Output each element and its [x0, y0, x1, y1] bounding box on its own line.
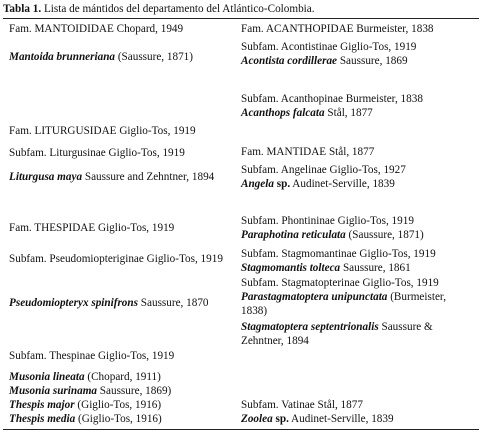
subfamily-stagmatopterinae: Subfam. Stagmatopterinae Giglio-Tos, 1919 — [241, 277, 439, 289]
species-thespis-media: Thespis media (Giglio-Tos, 1916) — [9, 413, 162, 425]
bottom-rule — [3, 429, 479, 430]
subfamily-thespinae: Subfam. Thespinae Giglio-Tos, 1919 — [9, 350, 175, 362]
subfamily-stagmomantinae: Subfam. Stagmomantinae Giglio-Tos, 1919 — [241, 248, 436, 260]
species-paraphotina-reticulata: Paraphotina reticulata (Saussure, 1871) — [241, 229, 424, 241]
species-musonia-lineata: Musonia lineata (Chopard, 1911) — [9, 371, 161, 383]
subfamily-pseudomiopteriginae: Subfam. Pseudomiopteriginae Giglio-Tos, 1919 — [9, 253, 223, 265]
family-mantoididae: Fam. MANTOIDIDAE Chopard, 1949 — [9, 23, 184, 35]
subfamily-acanthopinae: Subfam. Acanthopinae Burmeister, 1838 — [241, 93, 423, 105]
species-stagmatoptera-septentrionalis: Stagmatoptera septentrionalis Saussure & — [241, 321, 433, 333]
species-stagmomantis-tolteca: Stagmomantis tolteca Saussure, 1861 — [241, 262, 411, 274]
species-parastagmatoptera-unipunctata: Parastagmatoptera unipunctata (Burmeister, — [241, 291, 446, 303]
table-caption-label: Tabla 1. — [3, 3, 42, 15]
subfamily-vatinae: Subfam. Vatinae Stål, 1877 — [241, 399, 363, 411]
species-pseudomiopteryx-spinifrons: Pseudomiopteryx spinifrons Saussure, 1870 — [9, 297, 209, 309]
family-acanthopidae: Fam. ACANTHOPIDAE Burmeister, 1838 — [241, 23, 434, 35]
species-musonia-surinama: Musonia surinama Saussure, 1869) — [9, 385, 172, 397]
species-liturgusa-maya: Liturgusa maya Saussure and Zehntner, 1894 — [9, 171, 215, 183]
family-mantidae: Fam. MANTIDAE Stål, 1877 — [241, 146, 375, 158]
family-thespidae: Fam. THESPIDAE Giglio-Tos, 1919 — [9, 222, 175, 234]
top-rule — [3, 18, 479, 19]
species-parastagmatoptera-author-cont: 1838) — [241, 305, 268, 317]
species-acanthops-falcata: Acanthops falcata Stål, 1877 — [241, 107, 373, 119]
subfamily-liturgusinae: Subfam. Liturgusinae Giglio-Tos, 1919 — [9, 147, 185, 159]
family-liturgusidae: Fam. LITURGUSIDAE Giglio-Tos, 1919 — [9, 125, 196, 137]
species-zoolea-sp: Zoolea sp. Audinet-Serville, 1839 — [241, 413, 394, 425]
species-stagmatoptera-author-cont: Zehntner, 1894 — [241, 335, 309, 347]
species-thespis-major: Thespis major (Giglio-Tos, 1916) — [9, 399, 162, 411]
subfamily-phontininae: Subfam. Phontininae Giglio-Tos, 1919 — [241, 215, 414, 227]
subfamily-acontistinae: Subfam. Acontistinae Giglio-Tos, 1919 — [241, 41, 417, 53]
species-mantoida-brunneriana: Mantoida brunneriana (Saussure, 1871) — [9, 51, 194, 63]
table-caption — [3, 3, 479, 16]
species-angela-sp: Angela sp. Audinet-Serville, 1839 — [241, 178, 395, 190]
table-caption-text: Lista de mántidos del departamento del Atlántico-Colombia. — [43, 3, 315, 15]
species-acontista-cordillerae: Acontista cordillerae Saussure, 1869 — [241, 55, 408, 67]
subfamily-angelinae: Subfam. Angelinae Giglio-Tos, 1927 — [241, 164, 406, 176]
